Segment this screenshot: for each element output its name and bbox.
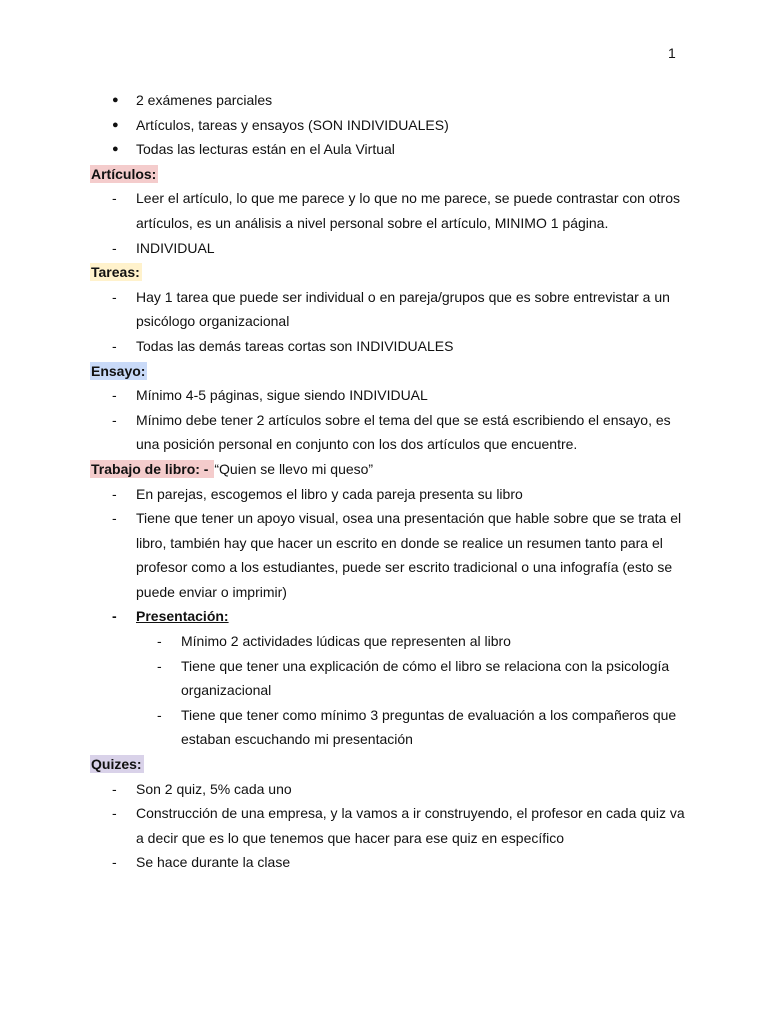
dash-icon: - (112, 288, 117, 305)
section-heading-articulos: Artículos: (91, 165, 157, 182)
list-item: ● Artículos, tareas y ensayos (SON INDIVIDUALES) (90, 113, 690, 138)
document-body (90, 88, 690, 875)
page-number: 1 (668, 45, 676, 61)
list-item-continuation: artículos, es un análisis a nivel personal sobre el artículo, MINIMO 1 página. (136, 214, 609, 231)
sub-list-item: - Tiene que tener una explicación de cómo el libro se relaciona con la psicología (90, 654, 690, 679)
list-item: - Mínimo debe tener 2 artículos sobre el tema del que se está escribiendo el ensayo, es (90, 408, 690, 433)
list-item: - Construcción de una empresa, y la vamos a ir construyendo, el profesor en cada quiz va (90, 801, 690, 826)
list-item-continuation: a decir que es lo que tenemos que hacer para ese quiz en específico (136, 829, 565, 846)
sub-list-item-continuation: estaban escuchando mi presentación (181, 731, 413, 748)
list-item: - Son 2 quiz, 5% cada uno (90, 777, 690, 802)
list-item-continuation: psicólogo organizacional (136, 313, 290, 330)
dash-icon: - (112, 608, 117, 625)
list-item-continuation: una posición personal en conjunto con los dos artículos que encuentre. (136, 436, 578, 453)
list-item-continuation: puede enviar o imprimir) (136, 583, 287, 600)
list-item: ● 2 exámenes parciales (90, 88, 690, 113)
list-item: - Hay 1 tarea que puede ser individual o en pareja/grupos que es sobre entrevistar a un (90, 285, 690, 310)
sub-list-item-continuation: organizacional (181, 682, 272, 699)
list-item: - En parejas, escogemos el libro y cada pareja presenta su libro (90, 482, 690, 507)
list-item-presentacion: - Presentación: (90, 604, 690, 629)
dash-icon: - (157, 706, 162, 723)
dash-icon: - (112, 510, 117, 527)
dash-icon: - (112, 854, 117, 871)
list-item: ● Todas las lecturas están en el Aula Virtual (90, 137, 690, 162)
list-item-continuation: libro, también hay que hacer un escrito en donde se realice un resumen tanto para el (136, 534, 663, 551)
dash-icon: - (112, 411, 117, 428)
dash-icon: - (112, 387, 117, 404)
section-heading-tareas: Tareas: (91, 264, 140, 281)
dash-icon: - (112, 780, 117, 797)
bullet-icon: ● (112, 118, 119, 131)
dash-icon: - (112, 239, 117, 256)
sub-list-item: - Tiene que tener como mínimo 3 preguntas de evaluación a los compañeros que (90, 703, 690, 728)
dash-icon: - (112, 805, 117, 822)
section-heading-trabajo-libro: Trabajo de libro: - “Quien se llevo mi queso” (91, 460, 374, 477)
list-item: - INDIVIDUAL (90, 236, 690, 261)
list-item: - Tiene que tener un apoyo visual, osea una presentación que hable sobre que se trata el (90, 506, 690, 531)
dash-icon: - (112, 337, 117, 354)
sub-list-item: - Mínimo 2 actividades lúdicas que representen al libro (90, 629, 690, 654)
book-title: “Quien se llevo mi queso” (214, 460, 374, 477)
list-item: - Leer el artículo, lo que me parece y lo que no me parece, se puede contrastar con otros (90, 186, 690, 211)
dash-icon: - (112, 485, 117, 502)
section-heading-ensayo: Ensayo: (91, 362, 146, 379)
list-item: - Todas las demás tareas cortas son INDIVIDUALES (90, 334, 690, 359)
dash-icon: - (157, 657, 162, 674)
list-item: - Se hace durante la clase (90, 850, 690, 875)
dash-icon: - (157, 633, 162, 650)
section-heading-quizes: Quizes: (91, 756, 142, 773)
dash-icon: - (112, 190, 117, 207)
bullet-icon: ● (112, 94, 119, 106)
bullet-icon: ● (112, 143, 119, 156)
list-item: - Mínimo 4-5 páginas, sigue siendo INDIVIDUAL (90, 383, 690, 408)
list-item-continuation: profesor como a los estudiantes, puede ser escrito tradicional o una infografía (esto se (136, 559, 673, 576)
